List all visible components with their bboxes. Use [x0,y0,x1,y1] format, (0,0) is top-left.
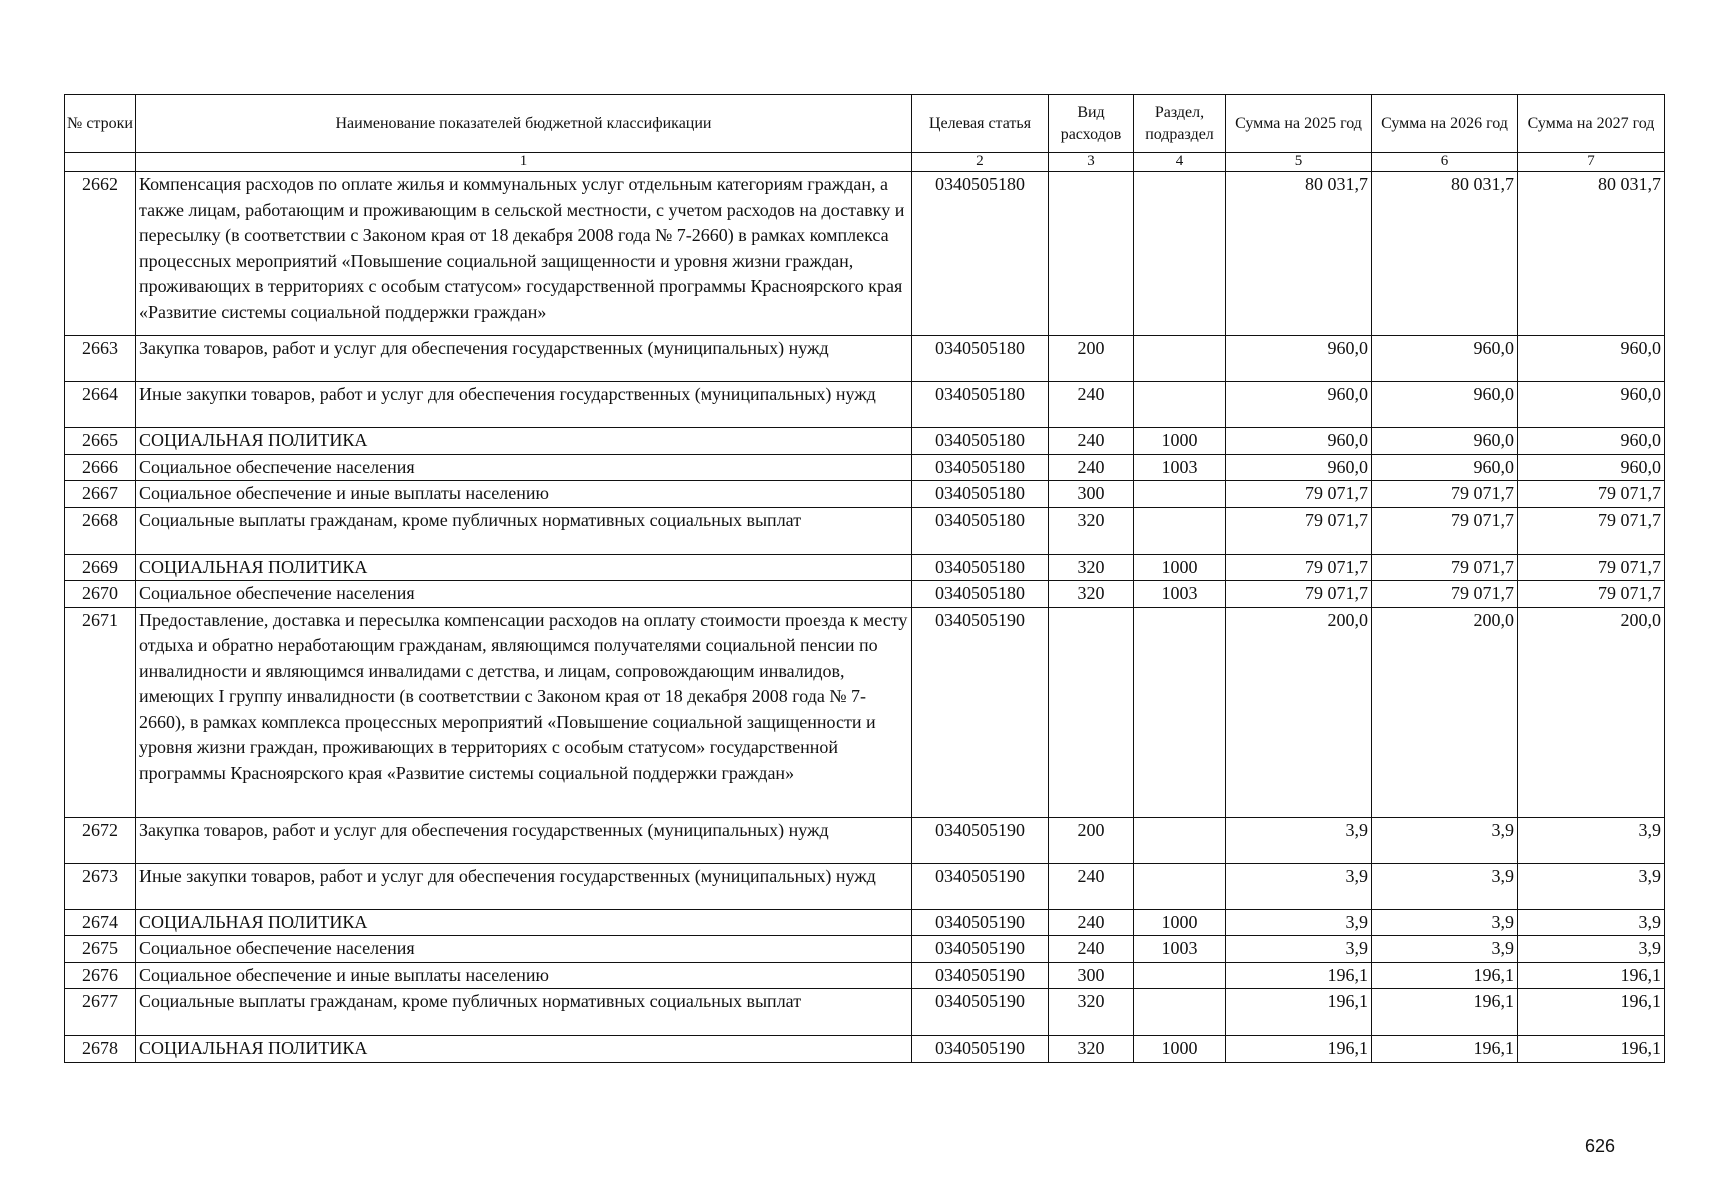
target-article: 0340505190 [912,817,1049,863]
table-row [65,936,1665,963]
row-name: СОЦИАЛЬНАЯ ПОЛИТИКА [136,428,912,455]
sum-2027: 80 031,7 [1518,172,1665,336]
sum-2027: 196,1 [1518,962,1665,989]
row-name: Социальные выплаты гражданам, кроме публичных нормативных социальных выплат [136,989,912,1036]
section-code [1134,382,1226,428]
row-name: Социальное обеспечение населения [136,454,912,481]
sum-2027: 79 071,7 [1518,481,1665,508]
header-expense-kind: Вид расходов [1049,95,1134,153]
row-name: Социальное обеспечение населения [136,936,912,963]
sum-2025: 3,9 [1226,936,1372,963]
sum-2025: 196,1 [1226,1036,1372,1063]
sum-2027: 960,0 [1518,382,1665,428]
sum-2025: 79 071,7 [1226,507,1372,554]
table-row [65,817,1665,863]
expense-kind: 300 [1049,481,1134,508]
row-name: Закупка товаров, работ и услуг для обеспечения государственных (муниципальных) нужд [136,336,912,382]
section-code: 1003 [1134,581,1226,608]
row-name: Иные закупки товаров, работ и услуг для обеспечения государственных (муниципальных) нужд [136,863,912,909]
sum-2025: 3,9 [1226,817,1372,863]
target-article: 0340505190 [912,962,1049,989]
table-row [65,428,1665,455]
target-article: 0340505190 [912,1036,1049,1063]
header-row-number: № строки [65,95,136,153]
sum-2025: 960,0 [1226,382,1372,428]
expense-kind: 240 [1049,863,1134,909]
column-number: 5 [1226,153,1372,172]
sum-2025: 960,0 [1226,336,1372,382]
row-number: 2676 [65,962,136,989]
sum-2026: 196,1 [1372,1036,1518,1063]
sum-2026: 960,0 [1372,382,1518,428]
header-row [65,95,1665,153]
row-number: 2668 [65,507,136,554]
sum-2025: 196,1 [1226,962,1372,989]
header-target-article: Целевая статья [912,95,1049,153]
column-number [65,153,136,172]
target-article: 0340505190 [912,863,1049,909]
table-row [65,481,1665,508]
row-number: 2677 [65,989,136,1036]
expense-kind: 240 [1049,382,1134,428]
section-code: 1000 [1134,909,1226,936]
column-number: 1 [136,153,912,172]
sum-2027: 196,1 [1518,1036,1665,1063]
sum-2026: 80 031,7 [1372,172,1518,336]
sum-2027: 3,9 [1518,909,1665,936]
target-article: 0340505180 [912,428,1049,455]
sum-2026: 3,9 [1372,817,1518,863]
section-code: 1000 [1134,554,1226,581]
target-article: 0340505180 [912,382,1049,428]
expense-kind: 320 [1049,581,1134,608]
row-number: 2672 [65,817,136,863]
sum-2025: 79 071,7 [1226,481,1372,508]
sum-2026: 79 071,7 [1372,554,1518,581]
expense-kind: 200 [1049,817,1134,863]
expense-kind: 300 [1049,962,1134,989]
target-article: 0340505190 [912,607,1049,817]
sum-2025: 960,0 [1226,454,1372,481]
expense-kind: 200 [1049,336,1134,382]
target-article: 0340505180 [912,336,1049,382]
sum-2025: 3,9 [1226,909,1372,936]
sum-2025: 79 071,7 [1226,554,1372,581]
row-name: Иные закупки товаров, работ и услуг для обеспечения государственных (муниципальных) нужд [136,382,912,428]
header-name: Наименование показателей бюджетной классификации [136,95,912,153]
row-number: 2678 [65,1036,136,1063]
column-number: 4 [1134,153,1226,172]
sum-2027: 79 071,7 [1518,581,1665,608]
target-article: 0340505180 [912,581,1049,608]
target-article: 0340505190 [912,936,1049,963]
sum-2026: 79 071,7 [1372,581,1518,608]
page-number: 626 [1585,1136,1616,1156]
row-number: 2675 [65,936,136,963]
row-name: Закупка товаров, работ и услуг для обеспечения государственных (муниципальных) нужд [136,817,912,863]
row-name: Компенсация расходов по оплате жилья и коммунальных услуг отдельным категориям граждан, а также лицам, работающим и проживающим в сельской местности, с учетом расходов на доставку и пересылку (в соответствии с Законом края от 18 декабря 2008 года № 7-2660) в рамках комплекса процессных мероприятий «Повышение социальной защищенности и уровня жизни граждан, проживающих в территориях с особым статусом» государственной программы Красноярского края «Развитие системы социальной поддержки граждан» [136,172,912,336]
sum-2025: 3,9 [1226,863,1372,909]
table-row [65,1036,1665,1063]
expense-kind: 240 [1049,428,1134,455]
row-number: 2663 [65,336,136,382]
section-code: 1000 [1134,428,1226,455]
column-number: 7 [1518,153,1665,172]
expense-kind [1049,607,1134,817]
expense-kind: 320 [1049,1036,1134,1063]
section-code: 1000 [1134,1036,1226,1063]
table-row [65,962,1665,989]
sum-2027: 960,0 [1518,454,1665,481]
row-name: Социальные выплаты гражданам, кроме публичных нормативных социальных выплат [136,507,912,554]
section-code [1134,962,1226,989]
table-row [65,607,1665,817]
row-number: 2671 [65,607,136,817]
target-article: 0340505180 [912,507,1049,554]
row-name: СОЦИАЛЬНАЯ ПОЛИТИКА [136,554,912,581]
header-section: Раздел, подраздел [1134,95,1226,153]
section-code [1134,989,1226,1036]
row-number: 2662 [65,172,136,336]
section-code [1134,336,1226,382]
target-article: 0340505190 [912,909,1049,936]
table-row [65,454,1665,481]
sum-2026: 960,0 [1372,428,1518,455]
sum-2027: 200,0 [1518,607,1665,817]
section-code: 1003 [1134,454,1226,481]
table-row [65,863,1665,909]
column-number: 6 [1372,153,1518,172]
table-row [65,336,1665,382]
sum-2026: 196,1 [1372,962,1518,989]
target-article: 0340505180 [912,481,1049,508]
row-name: Социальное обеспечение и иные выплаты населению [136,962,912,989]
header-sum-2025: Сумма на 2025 год [1226,95,1372,153]
sum-2027: 960,0 [1518,428,1665,455]
row-number: 2669 [65,554,136,581]
sum-2026: 196,1 [1372,989,1518,1036]
expense-kind: 320 [1049,554,1134,581]
expense-kind: 240 [1049,454,1134,481]
header-sum-2027: Сумма на 2027 год [1518,95,1665,153]
section-code [1134,172,1226,336]
column-number: 2 [912,153,1049,172]
sum-2025: 200,0 [1226,607,1372,817]
header-sum-2026: Сумма на 2026 год [1372,95,1518,153]
sum-2025: 80 031,7 [1226,172,1372,336]
sum-2026: 3,9 [1372,936,1518,963]
row-name: СОЦИАЛЬНАЯ ПОЛИТИКА [136,1036,912,1063]
expense-kind: 320 [1049,989,1134,1036]
target-article: 0340505180 [912,454,1049,481]
row-number: 2674 [65,909,136,936]
row-name: Предоставление, доставка и пересылка компенсации расходов на оплату стоимости проезда к месту отдыха и обратно неработающим гражданам, являющимся получателями социальной пенсии по инвалидности и являющимся инвалидами с детства, и лицам, сопровождающим инвалидов, имеющих I группу инвалидности (в соответствии с Законом края от 18 декабря 2008 года № 7-2660), в рамках комплекса процессных мероприятий «Повышение социальной защищенности и уровня жизни граждан, проживающих в территориях с особым статусом» государственной программы Красноярского края «Развитие системы социальной поддержки граждан» [136,607,912,817]
column-number: 3 [1049,153,1134,172]
table-row [65,909,1665,936]
target-article: 0340505180 [912,554,1049,581]
sum-2027: 3,9 [1518,936,1665,963]
table-row [65,507,1665,554]
section-code [1134,507,1226,554]
row-number: 2667 [65,481,136,508]
row-number: 2673 [65,863,136,909]
sum-2027: 3,9 [1518,817,1665,863]
expense-kind [1049,172,1134,336]
expense-kind: 240 [1049,936,1134,963]
row-name: СОЦИАЛЬНАЯ ПОЛИТИКА [136,909,912,936]
row-number: 2670 [65,581,136,608]
sum-2026: 79 071,7 [1372,481,1518,508]
table-row [65,382,1665,428]
sum-2026: 200,0 [1372,607,1518,817]
table-body [65,172,1665,1063]
sum-2026: 960,0 [1372,454,1518,481]
section-code: 1003 [1134,936,1226,963]
sum-2027: 196,1 [1518,989,1665,1036]
sum-2027: 79 071,7 [1518,554,1665,581]
table-row [65,172,1665,336]
table-row [65,554,1665,581]
table-row [65,581,1665,608]
row-number: 2665 [65,428,136,455]
section-code [1134,607,1226,817]
sum-2026: 79 071,7 [1372,507,1518,554]
sum-2027: 3,9 [1518,863,1665,909]
sum-2026: 960,0 [1372,336,1518,382]
expense-kind: 320 [1049,507,1134,554]
row-number: 2664 [65,382,136,428]
table-row [65,989,1665,1036]
sum-2026: 3,9 [1372,863,1518,909]
column-numbers-row [65,153,1665,172]
target-article: 0340505190 [912,989,1049,1036]
section-code [1134,863,1226,909]
sum-2025: 79 071,7 [1226,581,1372,608]
sum-2027: 960,0 [1518,336,1665,382]
sum-2027: 79 071,7 [1518,507,1665,554]
budget-table [64,94,1665,1063]
row-number: 2666 [65,454,136,481]
sum-2026: 3,9 [1372,909,1518,936]
row-name: Социальное обеспечение населения [136,581,912,608]
section-code [1134,817,1226,863]
target-article: 0340505180 [912,172,1049,336]
expense-kind: 240 [1049,909,1134,936]
section-code [1134,481,1226,508]
sum-2025: 196,1 [1226,989,1372,1036]
row-name: Социальное обеспечение и иные выплаты населению [136,481,912,508]
sum-2025: 960,0 [1226,428,1372,455]
